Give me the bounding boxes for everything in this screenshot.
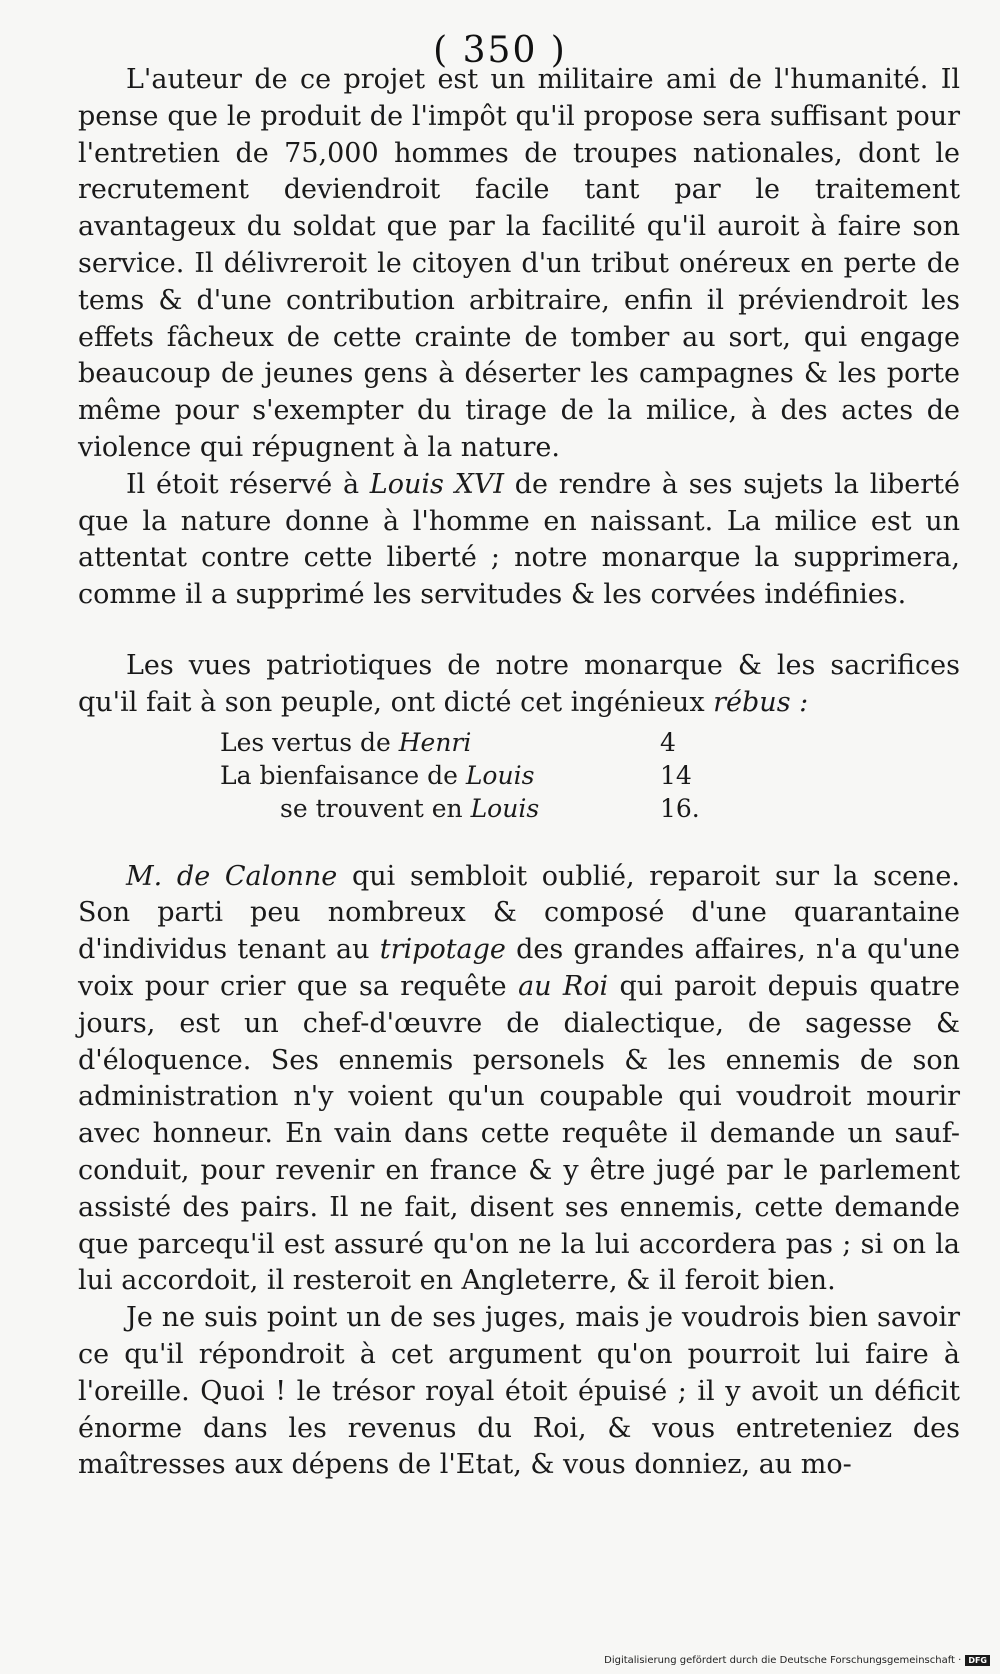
paragraph-1: L'auteur de ce projet est un militaire ami de l'humanité. Il pense que le produit de l'impôt qu'il propose sera suffisant pour l'entretien de 75,000 hommes de troupes nationales, dont le recrutement deviendroit facile tant par le traitement avantageux du soldat que par la facilité qu'il auroit à faire son service. Il délivreroit le citoyen d'un tribut onéreux en perte de tems & d'une contribution arbitraire, enfin il préviendroit les effets fâcheux de cette crainte de tomber au sort, qui engage beaucoup de jeunes gens à déserter les campagnes & les porte même pour s'exempter du tirage de la milice, à des actes de violence qui répugnent à la nature. bbox=[78, 64, 960, 463]
rebus-label-text: Les vertus de bbox=[220, 727, 399, 757]
rebus-value: 4 bbox=[660, 727, 676, 757]
rebus-row bbox=[220, 759, 700, 792]
paragraph-3 bbox=[78, 648, 960, 722]
rebus-table bbox=[220, 726, 700, 825]
paragraph-2-text-rest: de rendre à ses sujets la liberté que la nature donne à l'homme en naissant. La milice est un attentat contre cette liberté ; notre monarque la supprimera, comme il a supprimé les servitudes & les corvées indéfinies. bbox=[78, 468, 960, 611]
paragraph-3-emphasis: rébus : bbox=[713, 686, 809, 718]
paragraph-4-emphasis-roi: au Roi bbox=[518, 970, 609, 1002]
paragraph-2-text: Il étoit réservé à bbox=[126, 468, 370, 500]
paragraph-4-text: qui sembloit oublié, reparoit sur la scene. Son parti peu nombreux & composé d'une quarantaine d'individus tenant au bbox=[78, 860, 960, 966]
footer-text: Digitalisierung gefördert durch die Deutsche Forschungsgemeinschaft · bbox=[604, 1655, 962, 1666]
rebus-label-name: Henri bbox=[398, 727, 472, 757]
paragraph-2-emphasis: Louis XVI bbox=[369, 468, 504, 500]
paragraph-2 bbox=[78, 467, 960, 614]
paragraph-3-text: Les vues patriotiques de notre monarque & les sacrifices qu'il fait à son peuple, ont dicté cet ingénieux bbox=[78, 649, 960, 718]
paragraph-4 bbox=[78, 859, 960, 1301]
rebus-label bbox=[220, 792, 539, 825]
rebus-label-name: Louis bbox=[470, 793, 540, 823]
dfg-logo: DFG bbox=[965, 1655, 990, 1666]
rebus-label-text: La bienfaisance de bbox=[220, 760, 466, 790]
page-number: ( 350 ) bbox=[433, 30, 567, 71]
rebus-label bbox=[220, 759, 534, 792]
rebus-row bbox=[220, 726, 700, 759]
rebus-label-name: Louis bbox=[465, 760, 535, 790]
rebus-value: 16. bbox=[660, 793, 700, 823]
page-body bbox=[78, 62, 960, 1484]
digitization-footer bbox=[604, 1655, 990, 1666]
rebus-row bbox=[220, 792, 700, 825]
paragraph-4-text-mid: des grandes affaires, n'a qu'une voix pour crier que sa requête bbox=[78, 934, 961, 1002]
rebus-label bbox=[220, 726, 471, 759]
paragraph-4-text-rest: qui paroit depuis quatre jours, est un chef-d'œuvre de dialectique, de sagesse & d'éloquence. Ses ennemis personels & les ennemis de son administration n'y voient qu'un coupable qui voudroit mourir avec honneur. En vain dans cette requête il demande un sauf-conduit, pour revenir en france & y être jugé par le parlement assisté des pairs. Il ne fait, disent ses ennemis, cette demande que parcequ'il est assuré qu'on ne la lui accordera pas ; si on la lui accordoit, il resteroit en Angleterre, & il feroit bien. bbox=[78, 970, 960, 1297]
paragraph-5: Je ne suis point un de ses juges, mais je voudrois bien savoir ce qu'il répondroit à cet argument qu'on pourroit lui faire à l'oreille. Quoi ! le trésor royal étoit épuisé ; il y avoit un déficit énorme dans les revenus du Roi, & vous entreteniez des maîtresses aux dépens de l'Etat, & vous donniez, au mo- bbox=[78, 1302, 960, 1481]
rebus-value: 14 bbox=[660, 760, 692, 790]
rebus-label-text: se trouvent en bbox=[280, 793, 471, 823]
paragraph-4-name: M. de Calonne bbox=[126, 860, 338, 892]
paragraph-4-emphasis: tripotage bbox=[379, 934, 506, 966]
